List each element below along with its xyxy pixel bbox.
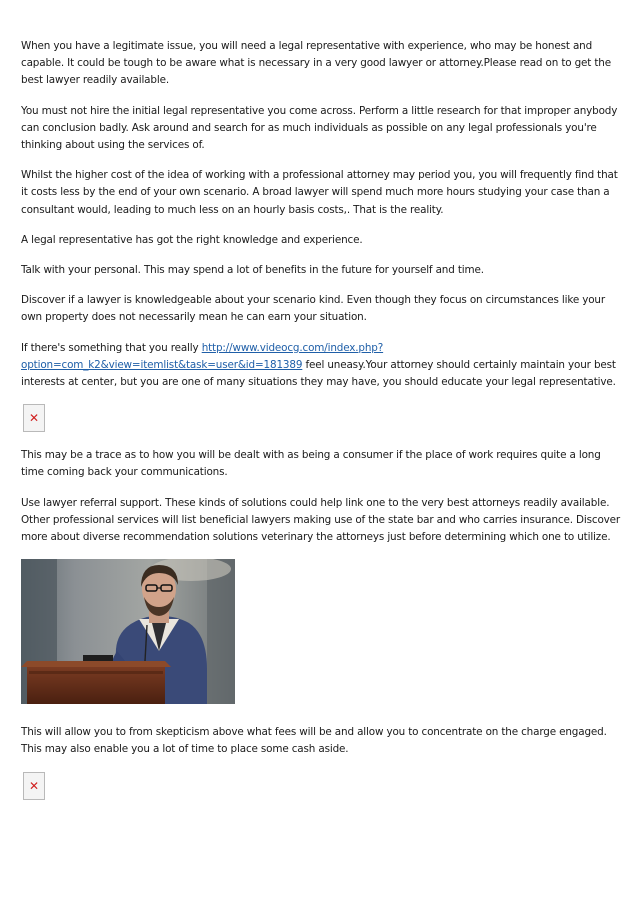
paragraph: When you have a legitimate issue, you will need a legal representative with experience, who may be honest and capable. It could be tough to be aware what is necessary in a very good lawyer or attorney.Please read on to get the best lawyer readily available.	[21, 40, 611, 87]
paragraph: This may be a trace as to how you will be dealt with as being a consumer if the place of work requires quite a long time coming back your communications.	[21, 449, 601, 479]
paragraph: Discover if a lawyer is knowledgeable about your scenario kind. Even though they focus on circumstances like your own property does not necessarily mean he can earn your situation.	[21, 294, 605, 324]
paragraph: A legal representative has got the right knowledge and experience.	[21, 233, 363, 246]
paragraph: Use lawyer referral support. These kinds of solutions could help link one to the very best attorneys readily available. Other professional services will list beneficial lawyers making use of the state bar and who carries insurance. Discover more about diverse recommendation solutions veterinary the attorneys just before determining which one to utilize.	[21, 496, 621, 544]
external-link[interactable]: http://www.videocg.com/index.php?option=com_k2&view=itemlist&task=user&id=181389	[21, 341, 384, 371]
document-body	[21, 38, 621, 815]
error-x-icon: ✕	[29, 778, 39, 793]
paragraph-text: feel uneasy.Your attorney should certainly maintain your best interests at center, but you are one of many situations they may have, you should educate your legal representative.	[21, 358, 616, 389]
paragraph: This will allow you to from skepticism above what fees will be and allow you to concentrate on the charge engaged. This may also enable you a lot of time to place some cash aside.	[21, 726, 607, 756]
speaker-photo	[21, 559, 235, 704]
broken-image-icon	[23, 404, 45, 432]
paragraph: You must not hire the initial legal representative you come across. Perform a little research for that improper anybody can conclusion badly. Ask around and search for as much individuals as possible on any legal professionals you're thinking about using the services of.	[21, 104, 618, 152]
paragraph-text: If there's something that you really	[21, 341, 202, 354]
paragraph: Talk with your personal. This may spend a lot of benefits in the future for yourself and time.	[21, 264, 484, 277]
paragraph-with-link	[21, 340, 621, 392]
speaker-photo-illustration	[21, 559, 235, 704]
broken-image-icon	[23, 772, 45, 800]
paragraph: Whilst the higher cost of the idea of working with a professional attorney may period you, you will frequently find that it costs less by the end of your own scenario. A broad lawyer will spend much more hours studying your case than a consultant would, leading to much less on an hourly basis costs,. That is the reality.	[21, 169, 618, 216]
error-x-icon: ✕	[29, 411, 39, 426]
